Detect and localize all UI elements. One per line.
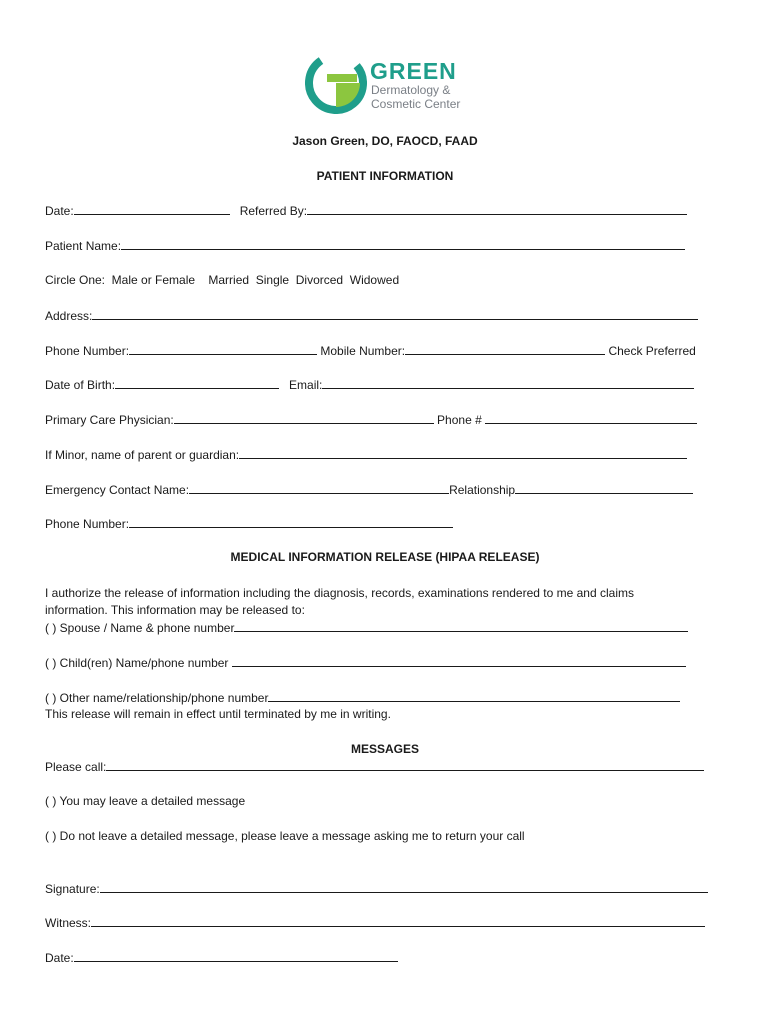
pcp-label: Primary Care Physician: (45, 413, 174, 427)
email-field[interactable] (322, 377, 694, 389)
date-referred-row (45, 203, 687, 219)
referred-by-label: Referred By: (239, 204, 308, 218)
emergency-phone-label: Phone Number: (45, 517, 130, 531)
spouse-field[interactable] (234, 620, 688, 632)
date-field[interactable] (74, 203, 230, 215)
dob-field[interactable] (115, 377, 279, 389)
other-label[interactable]: ( ) Other name/relationship/phone number (45, 691, 269, 705)
emergency-phone-field[interactable] (129, 516, 453, 528)
pcp-row (45, 412, 697, 428)
children-row (45, 655, 686, 671)
emergency-label: Emergency Contact Name: (45, 483, 190, 497)
signature-row (45, 881, 708, 897)
pcp-field[interactable] (174, 412, 434, 424)
other-field[interactable] (268, 690, 680, 702)
form-title: PATIENT INFORMATION (316, 169, 454, 183)
address-field[interactable] (92, 308, 698, 320)
messages-title: MESSAGES (350, 742, 419, 756)
relationship-label: Relationship (449, 483, 516, 497)
mobile-number-field[interactable] (405, 343, 605, 355)
signature-field[interactable] (100, 881, 708, 893)
email-label: Email: (289, 378, 323, 392)
witness-label: Witness: (45, 916, 92, 930)
referred-by-field[interactable] (307, 203, 687, 215)
minor-label: If Minor, name of parent or guardian: (45, 448, 240, 462)
logo-brand-text: GREEN (370, 58, 457, 84)
children-label[interactable]: ( ) Child(ren) Name/phone number (45, 656, 229, 670)
logo-subtitle-line1: Dermatology & (371, 83, 451, 97)
signature-date-field[interactable] (74, 950, 398, 962)
relationship-field[interactable] (515, 482, 693, 494)
pcp-phone-label: Phone # (437, 413, 482, 427)
signature-label: Signature: (45, 882, 100, 896)
pcp-phone-field[interactable] (485, 412, 697, 424)
children-field[interactable] (232, 655, 686, 667)
release-effect-text: This release will remain in effect until terminated by me in writing. (45, 707, 391, 721)
hipaa-title: MEDICAL INFORMATION RELEASE (HIPAA RELEASE) (230, 550, 540, 564)
please-call-row (45, 759, 704, 775)
dob-email-row (45, 377, 694, 393)
patient-name-label: Patient Name: (45, 239, 122, 253)
witness-row (45, 915, 705, 931)
logo-subtitle-line2: Cosmetic Center (371, 97, 461, 111)
please-call-field[interactable] (106, 759, 704, 771)
signature-date-row (45, 950, 398, 966)
spouse-label[interactable]: ( ) Spouse / Name & phone number (45, 621, 235, 635)
clinic-logo (305, 52, 485, 118)
other-row (45, 690, 680, 706)
emergency-phone-row (45, 516, 453, 532)
release-paragraph-line2: information. This information may be released to: (45, 603, 305, 617)
minor-field[interactable] (239, 447, 687, 459)
spouse-row (45, 620, 688, 636)
circle-one-row[interactable]: Circle One: Male or Female Married Single Divorced Widowed (45, 273, 400, 287)
emergency-row (45, 482, 693, 498)
signature-date-label: Date: (45, 951, 74, 965)
witness-field[interactable] (91, 915, 705, 927)
minor-row (45, 447, 687, 463)
emergency-field[interactable] (189, 482, 449, 494)
phone-mobile-row (45, 343, 696, 359)
address-label: Address: (45, 309, 93, 323)
patient-name-row (45, 238, 685, 254)
check-preferred-label: Check Preferred (608, 344, 696, 358)
please-call-label: Please call: (45, 760, 107, 774)
dob-label: Date of Birth: (45, 378, 116, 392)
mobile-number-label: Mobile Number: (320, 344, 406, 358)
address-row (45, 308, 698, 324)
patient-name-field[interactable] (121, 238, 685, 250)
no-detailed-message-option[interactable]: ( ) Do not leave a detailed message, please leave a message asking me to return your call (45, 829, 525, 843)
release-paragraph-line1: I authorize the release of information including the diagnosis, records, examinations rendered to me and claims (45, 586, 634, 600)
phone-number-label: Phone Number: (45, 344, 130, 358)
detailed-message-option[interactable]: ( ) You may leave a detailed message (45, 794, 246, 808)
green-g-logo-icon (305, 52, 367, 114)
date-label: Date: (45, 204, 74, 218)
phone-number-field[interactable] (129, 343, 317, 355)
doctor-name: Jason Green, DO, FAOCD, FAAD (292, 134, 478, 148)
